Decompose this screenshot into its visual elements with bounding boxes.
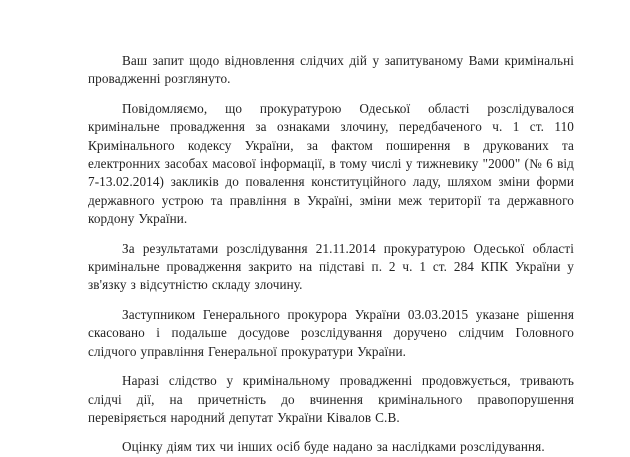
paragraph: За результатами розслідування 21.11.2014 прокуратурою Одеської області кримінальне провадження закрито на підставі п. 2 ч. 1 ст. 284 КПК України у зв'язку з відсутністю складу злочину. [88, 240, 574, 293]
paragraph: Оцінку діям тих чи інших осіб буде надано за наслідками розслідування. [122, 439, 545, 455]
document-body [88, 52, 574, 457]
paragraph: Ваш запит щодо відновлення слідчих дій у запитуваному Вами кримінальні провадженні розглянуто. [88, 53, 574, 87]
paragraph: Заступником Генерального прокурора України 03.03.2015 указане рішення скасовано і подальше досудове розслідування доручено слідчим Головного слідчого управління Генеральної прокуратури України. [88, 306, 574, 359]
paragraph: Наразі слідство у кримінальному провадженні продовжується, тривають слідчі дії, на причетність до вчинення кримінального правопорушення перевіряється народний депутат України Ківалов С.В. [88, 373, 574, 425]
paragraph: Повідомляємо, що прокуратурою Одеської області розслідувалося кримінальне провадження за ознаками злочину, передбаченого ч. 1 ст. 110 Кримінального кодексу України, за фактом поширення в друкованих та електронних засобах масової інформації, в тому числі у тижневику "2000" (№ 6 від 7-13.02.2014) закликів до повалення конституційного ладу, шляхом зміни форми державного устрою та правління в Україні, зміни меж території та державного кордону України. [88, 100, 574, 227]
